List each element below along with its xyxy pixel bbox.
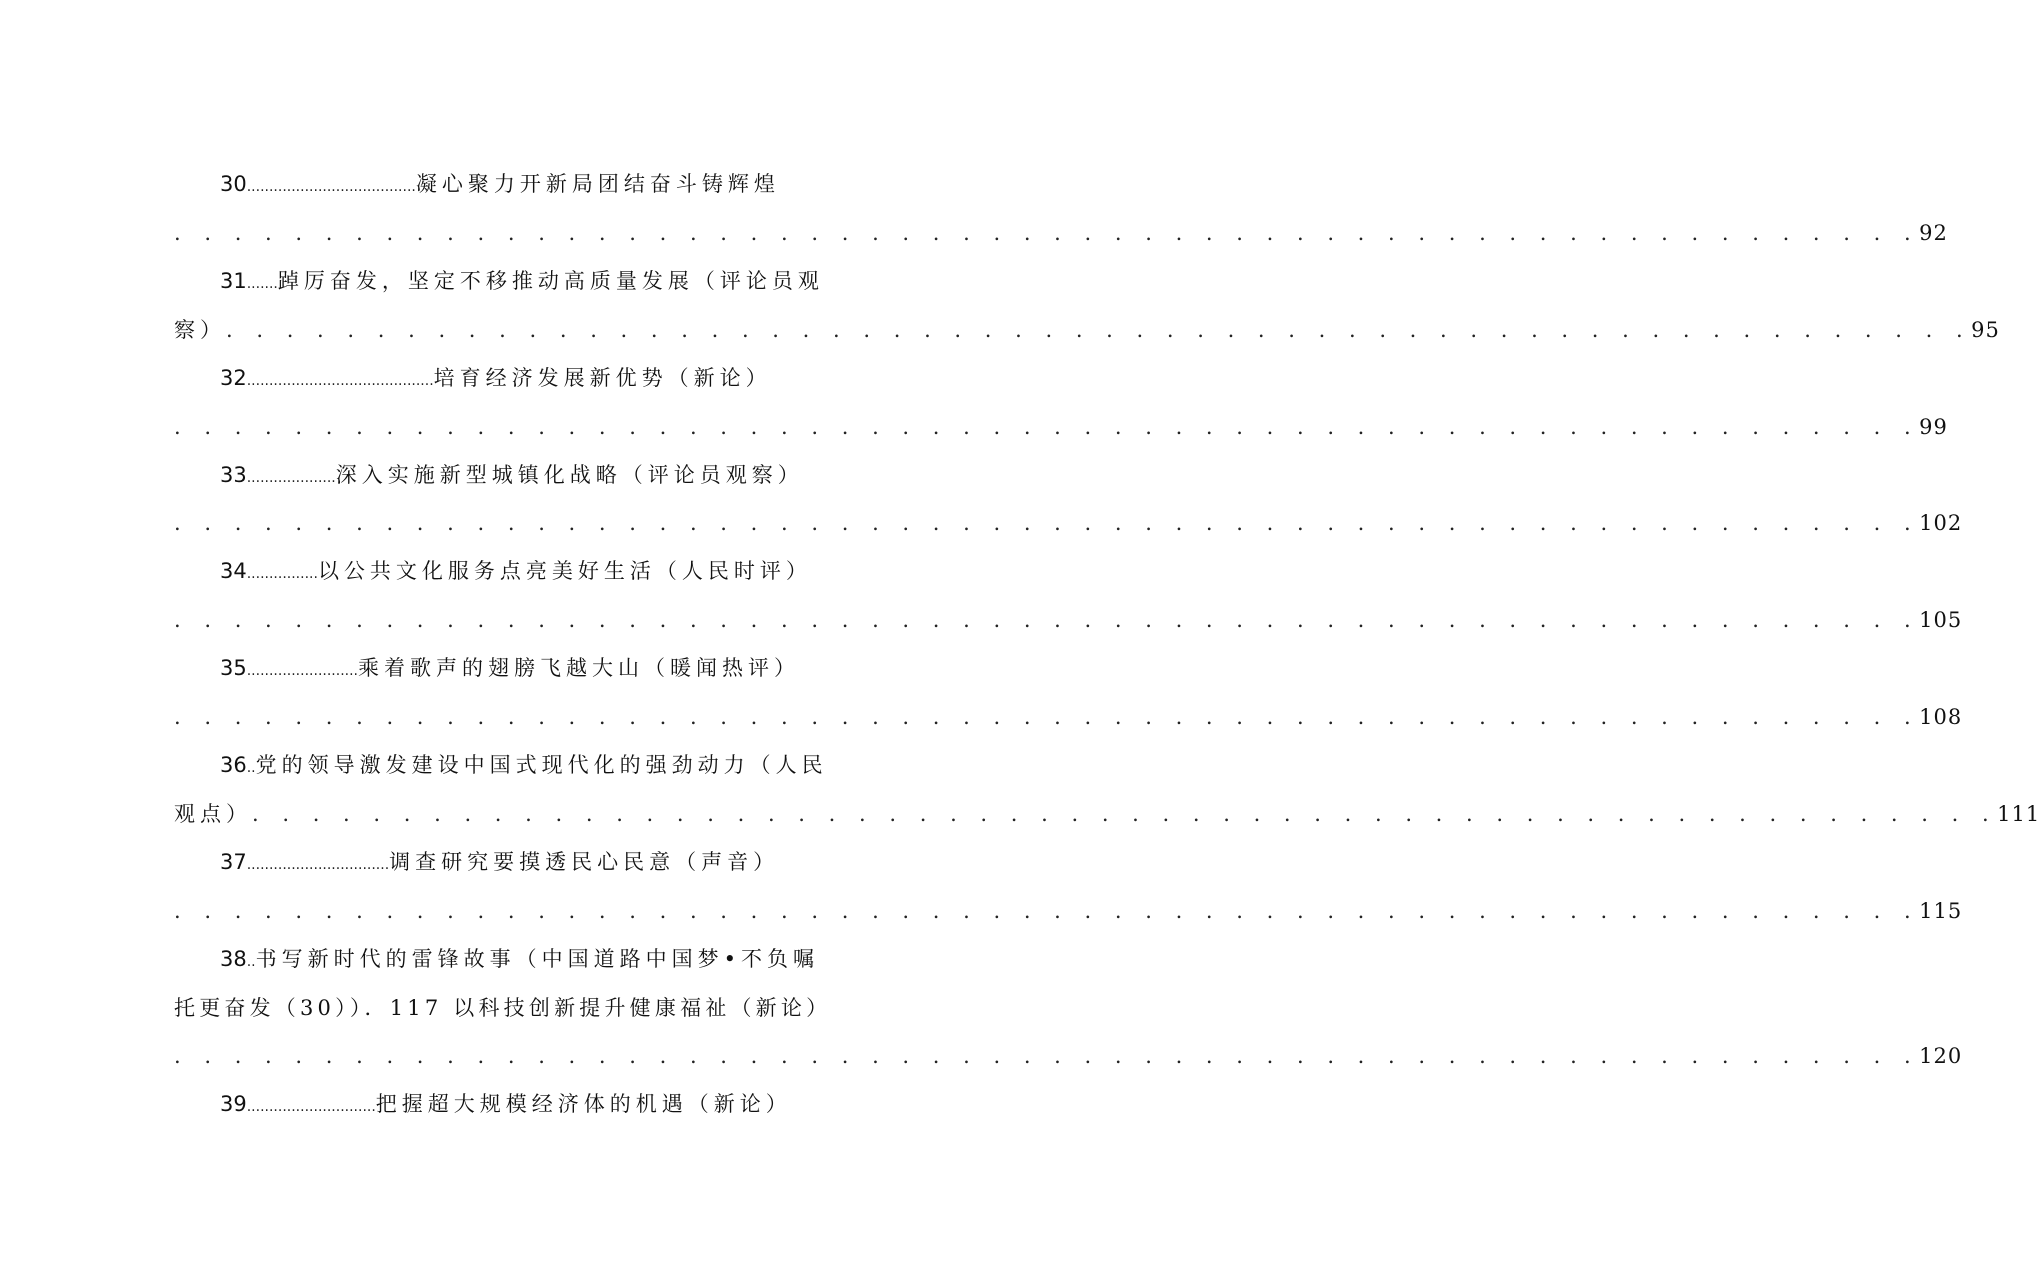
toc-entry-38-continued: 托更奋发（30））．117 以科技创新提升健康福祉（新论） [174,996,832,1020]
page-number: 108 [1919,705,1963,729]
leader-dots: . . . . . . . . . . . . . . . . . . . . . . . . . . . . . . . . . . . . . . . . . . . . . . . . . . . . . . . . . . [252,802,1998,826]
entry-title-continued: 观点） [174,802,252,826]
leader-dots: . . . . . . . . . . . . . . . . . . . . . . . . . . . . . . . . . . . . . . . . . . . . . . . . . . . . . . . . . . [174,1044,1920,1068]
toc-entry-30-page-line [174,215,1948,251]
page-number: 115 [1919,899,1963,923]
entry-number: 31 [220,269,247,293]
leader-dots: . . . . . . . . . . . . . . . . . . . . . . . . . . . . . . . . . . . . . . . . . . . . . . . . . . . . . . . . . . [174,608,1920,632]
leader-dots: ............................. [246,1099,376,1115]
leader-dots: .. [246,954,256,970]
toc-entry-38-page-line [174,1038,1963,1074]
entry-title: 乘着歌声的翅膀飞越大山（暖闻热评） [358,656,800,680]
toc-entry-30[interactable] [220,166,797,202]
page-number: 105 [1919,608,1963,632]
entry-number: 37 [220,850,247,874]
toc-entry-34[interactable] [220,553,812,589]
leader-dots: .......................................... [246,373,434,389]
toc-entry-37[interactable] [220,844,797,880]
toc-entry-33-page-line [174,505,1963,541]
entry-number: 36 [220,753,247,777]
toc-entry-35[interactable] [220,650,800,686]
entry-title: 调查研究要摸透民心民意（声音） [389,850,780,874]
entry-title: 党的领导激发建设中国式现代化的强劲动力（人民 [255,753,828,777]
entry-number: 38 [220,947,247,971]
leader-dots: . . . . . . . . . . . . . . . . . . . . . . . . . . . . . . . . . . . . . . . . . . . . . . . . . . . . . . . . . . [174,221,1920,245]
entry-title: 深入实施新型城镇化战略（评论员观察） [335,463,804,487]
leader-dots: ......................... [246,663,358,679]
leader-dots: .................... [246,470,336,486]
leader-dots: ...................................... [246,179,416,195]
entry-title: 书写新时代的雷锋故事（中国道路中国梦•不负嘱 [255,947,820,971]
entry-number: 32 [220,366,247,390]
page-number: 95 [1971,318,2000,342]
toc-entry-36-page-line [174,796,2040,832]
leader-dots: . . . . . . . . . . . . . . . . . . . . . . . . . . . . . . . . . . . . . . . . . . . . . . . . . . . . . . . . . . [174,899,1920,923]
leader-dots: ....... [246,276,278,292]
entry-number: 39 [220,1092,247,1116]
entry-number: 34 [220,559,247,583]
page-number: 102 [1919,511,1963,535]
leader-dots: .. [246,760,256,776]
entry-title: 凝心聚力开新局团结奋斗铸辉煌 [415,172,780,196]
entry-number: 33 [220,463,247,487]
page-number: 111 [1997,802,2040,826]
page-number: 120 [1919,1044,1963,1068]
leader-dots: ................ [246,566,318,582]
entry-title: 以公共文化服务点亮美好生活（人民时评） [317,559,812,583]
leader-dots: . . . . . . . . . . . . . . . . . . . . . . . . . . . . . . . . . . . . . . . . . . . . . . . . . . . . . . . . . . [174,415,1920,439]
toc-entry-33[interactable] [220,457,804,493]
entry-number: 30 [220,172,247,196]
entry-number: 35 [220,656,247,680]
toc-entry-32-page-line [174,409,1948,445]
toc-entry-32[interactable] [220,360,797,396]
toc-entry-34-page-line [174,602,1963,638]
page-number: 99 [1919,415,1948,439]
toc-entry-31-page-line [174,312,2000,348]
toc-entry-38[interactable] [220,941,820,977]
leader-dots: . . . . . . . . . . . . . . . . . . . . . . . . . . . . . . . . . . . . . . . . . . . . . . . . . . . . . . . . . . [174,511,1920,535]
leader-dots: . . . . . . . . . . . . . . . . . . . . . . . . . . . . . . . . . . . . . . . . . . . . . . . . . . . . . . . . . . [174,705,1920,729]
entry-title: 踔厉奋发，坚定不移推动高质量发展（评论员观 [277,269,824,293]
leader-dots: ................................ [246,857,390,873]
leader-dots: . . . . . . . . . . . . . . . . . . . . . . . . . . . . . . . . . . . . . . . . . . . . . . . . . . . . . . . . . . [226,318,1972,342]
page-number: 92 [1919,221,1948,245]
toc-entry-39[interactable] [220,1086,797,1122]
toc-entry-31[interactable] [220,263,824,299]
entry-title-continued: 察） [174,318,226,342]
toc-entry-36[interactable] [220,747,828,783]
toc-entry-37-page-line [174,893,1963,929]
entry-title: 培育经济发展新优势（新论） [433,366,772,390]
entry-title: 把握超大规模经济体的机遇（新论） [375,1092,792,1116]
toc-entry-35-page-line [174,699,1963,735]
